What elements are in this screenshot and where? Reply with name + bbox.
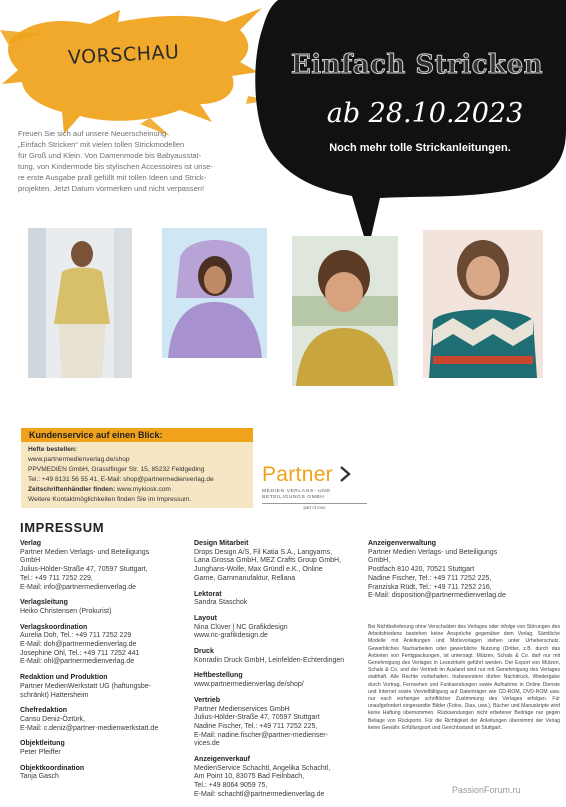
impressum-block	[20, 740, 190, 757]
impressum-line: Tanja Gasch	[20, 773, 59, 781]
impressum-block	[20, 599, 190, 616]
release-date: ab 28.10.2023	[326, 98, 524, 129]
impressum-line: Nadine Fischer, Tel.: +49 711 7252 225,	[194, 722, 318, 730]
impressum-label: Objektleitung	[20, 740, 65, 748]
impressum-line: Partner Medien Verlags- und Beteiligungs	[20, 548, 150, 556]
impressum-label: Verlagsleitung	[20, 599, 68, 607]
impressum-line: vices.de	[194, 740, 220, 748]
impressum-label: Heftbestellung	[194, 672, 243, 680]
impressum-label: Design Mitarbeit	[194, 540, 249, 547]
partner-logo-tagline: part of mov	[303, 505, 326, 510]
photo-boy-mustard-sweater	[292, 236, 398, 386]
impressum-line: Sandra Staschok	[194, 599, 248, 607]
impressum-line: Postfach 810 420, 70521 Stuttgart	[368, 566, 475, 574]
partner-logo-subtitle: MEDIEN VERLAGS- UND BETEILIGUNGS GMBH	[262, 489, 331, 501]
partner-logo: Partner	[262, 463, 351, 487]
orange-paint-splash	[0, 0, 270, 140]
impressum-label: Vertrieb	[194, 696, 221, 704]
impressum-line: Julius-Hölder-Straße 47, 70597 Stuttgart,	[20, 566, 148, 574]
impressum-label: Anzeigenverkauf	[194, 756, 251, 764]
impressum-block	[194, 591, 364, 608]
watermark: PassionForum.ru	[452, 785, 521, 795]
impressum-line: Aurelia Doh, Tel.: +49 711 7252 229	[20, 632, 132, 640]
photo-woman-purple-hooded-sweater	[162, 228, 267, 358]
mykiosk-link[interactable]: www.mykiosk.com	[117, 486, 171, 493]
partner-logo-divider	[262, 503, 367, 504]
impressum-line: Peter Pfeiffer	[20, 749, 61, 757]
magazine-title: Einfach Stricken	[290, 50, 544, 80]
impressum-line: E-Mail: ohl@partnermedienverlag.de	[20, 658, 135, 666]
photo-woman-yellow-cardigan	[28, 228, 132, 378]
impressum-line: Partner Medien Verlags- und Beteiligungs	[368, 548, 498, 556]
impressum-label: Verlagskoordination	[20, 623, 88, 631]
impressum-line: GmbH	[20, 557, 41, 565]
impressum-label: Druck	[194, 648, 214, 656]
impressum-block	[194, 540, 364, 584]
impressum-label: Verlag	[20, 540, 42, 547]
legal-notice: Bei Nichtbelieferung ohne Verschulden des Verlages oder infolge von Störungen des Arbeitsfriedens bestehen keine Ansprüche gegenüber dem Verlag. Sämtliche Modelle mit Anleitungen und Motivvorlagen stehen unter Urheberschutz. Gewerbliches Nacharbeiten oder gewerbliche Nutzung (Dritter, z.B. durch das Anbieten von Fertigpackungen, ist untersagt. Mützen, Schals & Co. darf nur mit Genehmigung des Verlages in Lesezirkeln geführt werden. Der Export von Mützen, Schals & Co. und der Vertrieb im Ausland sind nur mit Genehmigung des Verlages statthaft. Alle Rechte vorbehalten. Insbesondere dürfen Nachdruck, Wiedergabe durch Vortrag, Fernsehen und Funksendungen sowie Aufnahme in Online Dienste und Internet sowie Vervielfältigung auf Datenträger wie CD-ROM, DVD-ROM usw. nur nach vorheriger schriftlicher Zustimmung des Verlages erfolgen. Für unaufgefordert eingesandte Bilder (Fotos, Dias, usw.), Bücher und Manuskripte wird keine Haftung übernommen. Rücksendungen nicht erbetener Beiträge nur gegen Beilage von Rückporto. Für die Richtigkeit der Anleitungen übernimmt der Verlag keine Gewähr. Erfüllungsort und Gerichtsstand ist Stuttgart.	[368, 624, 560, 731]
impressum-block	[194, 756, 364, 800]
impressum-line: Cansu Deniz-Öztürk,	[20, 715, 85, 723]
impressum-block	[194, 672, 364, 689]
impressum-line: Junghans-Wolle, Max Gründl e.K., Online	[194, 566, 323, 574]
chevron-right-icon	[339, 466, 351, 482]
impressum-line: Julius-Hölder-Straße 47, 70597 Stuttgart	[194, 714, 320, 722]
impressum-column-1	[20, 540, 190, 789]
impressum-line: www.nc-grafikdesign.de	[194, 632, 268, 640]
impressum-line: Am Point 10, 83075 Bad Feilnbach,	[194, 773, 305, 781]
impressum-line: E-Mail: disposition@partnermedienverlag.de	[368, 592, 506, 600]
impressum-block	[20, 707, 190, 733]
impressum-line: Franziska Rüdt, Tel.: +49 711 7252 216,	[368, 583, 492, 591]
impressum-column-2	[194, 540, 364, 807]
impressum-line: GmbH,	[368, 557, 391, 565]
impressum-label: Redaktion und Produktion	[20, 674, 108, 682]
customer-service-title: Kundenservice auf einen Blick:	[21, 428, 253, 442]
impressum-line: Nina Clüver | NC Grafikdesign	[194, 623, 288, 631]
impressum-label: Anzeigenverwaltung	[368, 540, 437, 547]
impressum-column-3	[368, 540, 548, 608]
impressum-line: Drops Design A/S, Fil Katia S.A., Langyarns,	[194, 548, 333, 556]
impressum-label: Objektkoordination	[20, 764, 85, 772]
impressum-line: E-Mail: nadine.fischer@partner-medienser-	[194, 731, 328, 739]
impressum-line: Partner MedienWerkstatt UG (haftungsbe-	[20, 682, 151, 690]
impressum-line: E-Mail: c.deniz@partner-medienwerkstatt.de	[20, 724, 159, 732]
impressum-block	[20, 674, 190, 700]
impressum-block	[20, 624, 190, 668]
impressum-block	[194, 615, 364, 641]
impressum-line: Heiko Christensen (Prokurist)	[20, 607, 112, 615]
impressum-line: www.partnermedienverlag.de/shop/	[194, 681, 304, 689]
impressum-line: Lana Grossa GmbH, MEZ Crafts Group GmbH,	[194, 557, 342, 565]
impressum-line: MedienService Schachtl, Angelika Schachtl,	[194, 764, 331, 772]
shop-link[interactable]: www.partnermedienverlag.de/shop	[28, 456, 130, 463]
impressum-line: E-Mail: doh@partnermedienverlag.de	[20, 641, 137, 649]
impressum-line: Partner Medienservices GmbH	[194, 705, 290, 713]
preview-badge: VORSCHAU	[67, 41, 180, 69]
impressum-block	[20, 765, 190, 782]
impressum-label: Lektorat	[194, 590, 222, 598]
impressum-line: Tel.: +49 711 7252 229,	[20, 574, 93, 582]
impressum-block	[368, 540, 548, 601]
intro-text: Freuen Sie sich auf unsere Neuerscheinung „Einfach Stricken“ mit vielen tollen Strickmodellen für Groß und Klein. Von Damenmode bis Babyausstat- tung, von Kindermode bis stylischen Accessoires ist unse- re erste Ausgabe prall gefüllt mit tollen Ideen und Strick- projekten. Jetzt Datum vormerken und nicht verpassen!	[18, 129, 214, 194]
impressum-line: Tel.: +49 8064 9059 75,	[194, 782, 268, 790]
impressum-block	[20, 540, 190, 592]
impressum-line: Garne, Garnmanufaktur, Rellana	[194, 574, 296, 582]
impressum-line: Josephine Ohl, Tel.: +49 711 7252 441	[20, 649, 140, 657]
photo-woman-fair-isle-sweater	[423, 230, 543, 378]
impressum-block	[194, 648, 364, 665]
impressum-label: Chefredaktion	[20, 707, 68, 715]
impressum-line: schränkt) Hattersheim	[20, 691, 89, 699]
impressum-block	[194, 697, 364, 749]
impressum-line: Konradin Druck GmbH, Leinfelden-Echterdingen	[194, 656, 345, 664]
impressum-heading: IMPRESSUM	[20, 520, 105, 535]
customer-service-details: Hefte bestellen: www.partnermedienverlag.de/shop PPVMEDIEN GmbH, Grasslfinger Str. 15, 85232 Feldgeding Tel.: +49 8131 56 55 41, E-Mail: shop@partnermedienverlag.de Zeitschriftenhändler finden: www.mykiosk.com Weitere Kontaktmöglichkeiten finden Sie im Impressum.	[28, 445, 250, 505]
impressum-label: Layout	[194, 614, 217, 622]
impressum-line: E-Mail: schachtl@partnermedienverlag.de	[194, 790, 325, 798]
subline: Noch mehr tolle Strickanleitungen.	[329, 142, 511, 154]
impressum-line: Nadine Fischer, Tel.: +49 711 7252 225,	[368, 574, 492, 582]
impressum-line: E-Mail: info@partnermedienverlag.de	[20, 583, 137, 591]
